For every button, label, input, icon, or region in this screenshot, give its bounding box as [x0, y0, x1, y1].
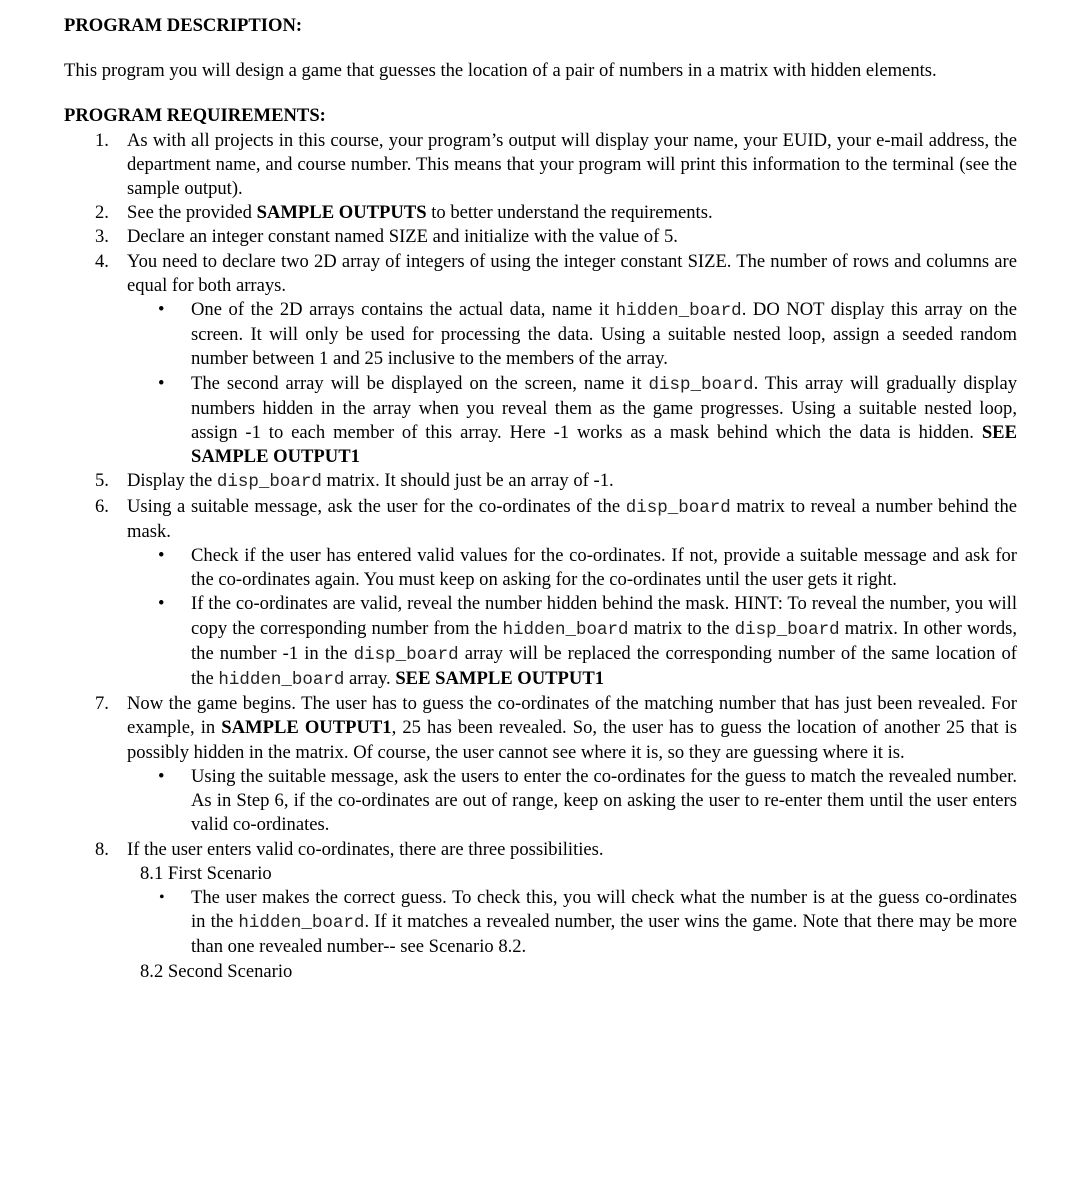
sub-bullet-list: [127, 544, 1017, 692]
requirement-2: [64, 201, 1017, 225]
code-text: disp_board: [625, 497, 731, 518]
requirement-7: [64, 692, 1017, 837]
sub-bullet-item: [127, 886, 1017, 960]
requirement-text: Now the game begins. The user has to guess the co-ordinates of the matching number that has just been revealed. For example, in: [127, 693, 1017, 739]
requirement-3: [64, 225, 1017, 249]
list-number: 1.: [95, 129, 109, 151]
requirement-text: See the provided: [127, 202, 257, 224]
scenario-label: 8.2 Second Scenario: [140, 960, 293, 982]
bold-text: SAMPLE OUTPUTS: [256, 202, 427, 224]
scenario-label: 8.1 First Scenario: [140, 862, 272, 884]
requirement-text: You need to declare two 2D array of integers of using the integer constant SIZE. The number of rows and columns are equal for both arrays.: [127, 250, 1017, 296]
scenario-8-1-list: [127, 886, 1017, 960]
code-text: disp_board: [648, 374, 754, 395]
bullet-text: matrix. In other words, the number -1 in the: [191, 617, 1018, 664]
requirement-text: matrix to reveal a number behind the mask.: [127, 495, 1018, 542]
bullet-icon: •: [158, 299, 165, 321]
list-number: 6.: [95, 495, 109, 517]
list-number: 2.: [95, 202, 109, 224]
list-number: 3.: [95, 226, 109, 248]
code-text: disp_board: [216, 472, 322, 493]
scenario-8-2-heading: [127, 960, 1017, 984]
bullet-text: The second array will be displayed on the screen, name it: [191, 372, 649, 394]
list-number: 7.: [95, 693, 109, 715]
bullet-text: . DO NOT display this array on the screen. It will only be used for processing the data. Using a suitable nested loop, assign a seeded random number between 1 and 25 inclusive to the members of the array.: [191, 299, 1017, 370]
requirement-8: [64, 838, 1017, 862]
bullet-text: The user makes the correct guess. To check this, you will check what the number is at the guess co-ordinates in the: [191, 886, 1017, 933]
bullet-icon: •: [158, 545, 165, 567]
requirements-list: [64, 129, 1017, 862]
code-text: hidden_board: [238, 913, 365, 934]
sub-bullet-item: [127, 765, 1017, 838]
sub-bullet-list: [127, 298, 1017, 469]
requirement-text: Declare an integer constant named SIZE and initialize with the value of 5.: [127, 226, 678, 248]
requirement-text: As with all projects in this course, your program’s output will display your name, your EUID, your e-mail address, the department name, and course number. This means that your program will print this information to the terminal (see the sample output).: [127, 129, 1017, 200]
bullet-icon: •: [158, 372, 165, 394]
list-number: 8.: [95, 838, 109, 860]
sub-bullet-item: [127, 372, 1017, 470]
list-number: 4.: [95, 250, 109, 272]
bullet-text: array.: [344, 668, 396, 690]
bold-text: SEE SAMPLE OUTPUT1: [191, 422, 1017, 468]
bold-text: SEE SAMPLE OUTPUT1: [395, 668, 605, 690]
requirement-1: [64, 129, 1017, 202]
bold-text: SAMPLE OUTPUT1: [221, 717, 392, 739]
requirement-text: to better understand the requirements.: [426, 202, 713, 224]
bullet-text: matrix to the: [628, 617, 735, 639]
bullet-icon: •: [158, 765, 165, 787]
code-text: hidden_board: [218, 670, 345, 691]
requirement-6: [64, 495, 1017, 693]
code-text: hidden_board: [615, 301, 742, 322]
program-description-text: This program you will design a game that guesses the location of a pair of numbers in a matrix with hidden elements.: [64, 60, 937, 82]
bullet-text: . This array will gradually display numbers hidden in the array when you reveal them as the game progresses. Using a suitable nested loop, assign -1 to each member of this array. Here -1 works as a mask behind which the data is hidden.: [191, 372, 1018, 444]
bullet-text: If the co-ordinates are valid, reveal the number hidden behind the mask. HINT: To reveal the number, you will copy the corresponding number from the: [191, 593, 1017, 639]
requirement-text: Using a suitable message, ask the user for the co-ordinates of the: [127, 495, 626, 517]
sub-bullet-item: [127, 298, 1017, 372]
requirement-text: matrix. It should just be an array of -1.: [321, 470, 614, 492]
requirement-text: If the user enters valid co-ordinates, there are three possibilities.: [127, 838, 604, 860]
sub-bullet-item: [127, 592, 1017, 692]
bullet-icon: •: [159, 888, 165, 906]
list-number: 5.: [95, 470, 109, 492]
bullet-text: One of the 2D arrays contains the actual data, name it: [191, 299, 616, 321]
bullet-icon: •: [158, 593, 165, 615]
bullet-text: . If it matches a revealed number, the user wins the game. Note that there may be more than one revealed number-- see Scenario 8.2.: [191, 911, 1017, 958]
scenario-8-1-heading: [127, 862, 1017, 886]
code-text: hidden_board: [502, 619, 629, 640]
bullet-text: array will be replaced the corresponding number of the same location of the: [191, 642, 1017, 690]
requirement-text: , 25 has been revealed. So, the user has to guess the location of another 25 that is possibly hidden in the matrix. Of course, the user cannot see where it is, so they are guessing where it is.: [127, 717, 1018, 763]
code-text: disp_board: [734, 619, 840, 640]
program-requirements-heading: PROGRAM REQUIREMENTS:: [64, 105, 326, 127]
requirement-text: Display the: [127, 470, 217, 492]
program-description-heading: PROGRAM DESCRIPTION:: [64, 15, 303, 36]
bullet-text: Using the suitable message, ask the users to enter the co-ordinates for the guess to match the revealed number. As in Step 6, if the co-ordinates are out of range, keep on asking the user to re-enter them until the user enters valid co-ordinates.: [191, 765, 1017, 836]
requirement-5: [64, 469, 1017, 494]
bullet-text: Check if the user has entered valid values for the co-ordinates. If not, provide a suitable message and ask for the co-ordinates again. You must keep on asking for the co-ordinates until the user gets it right.: [191, 545, 1017, 591]
sub-bullet-list: [127, 765, 1017, 838]
requirement-4: [64, 250, 1017, 470]
code-text: disp_board: [353, 644, 459, 665]
sub-bullet-item: [127, 544, 1017, 592]
